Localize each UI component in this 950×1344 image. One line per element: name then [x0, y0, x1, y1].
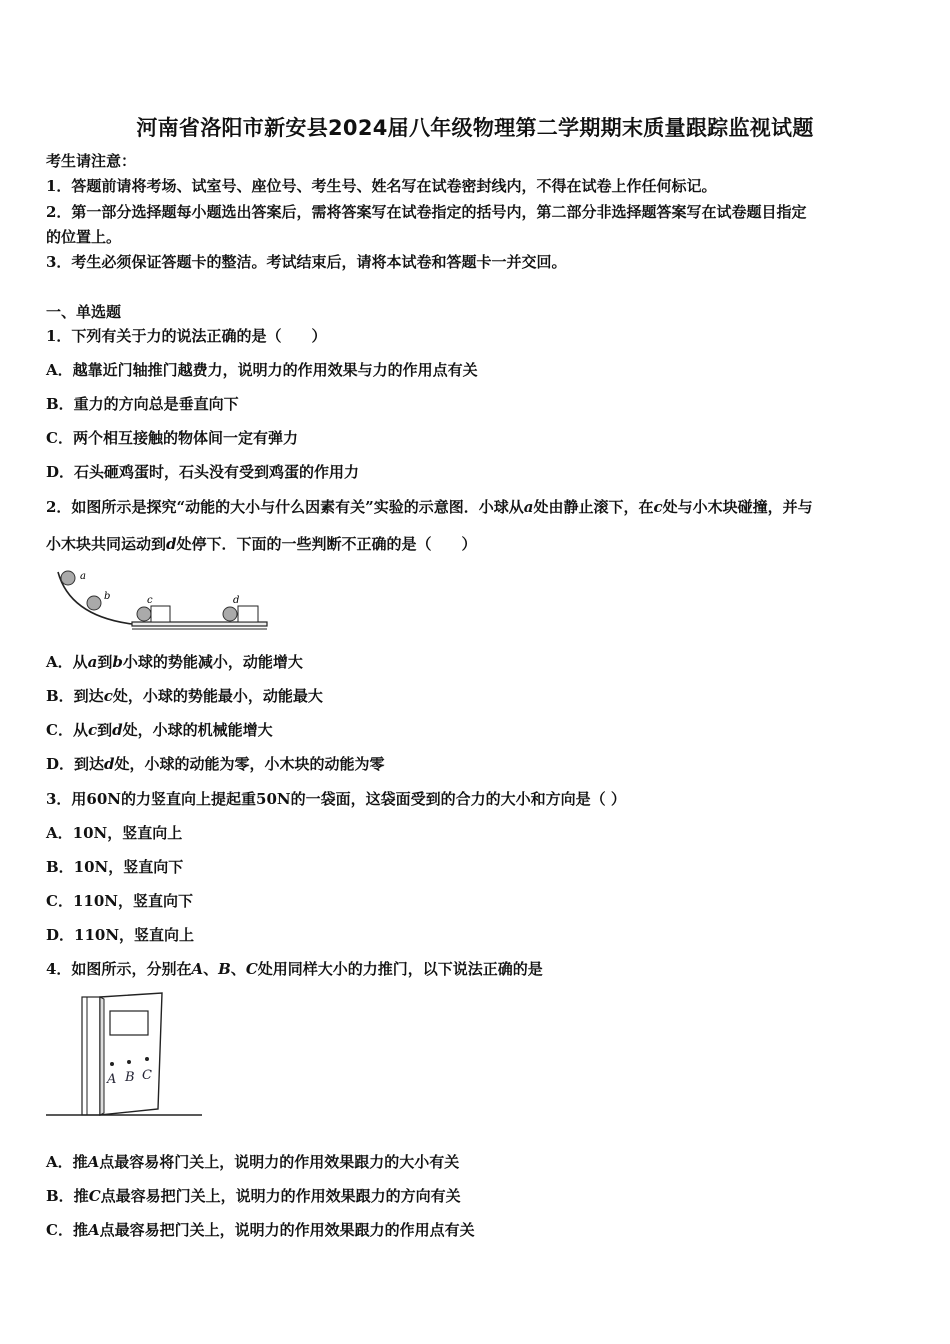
q3-option-b: B．10N，竖直向下 [46, 858, 184, 876]
ball-d [223, 607, 237, 621]
door-edge [100, 997, 104, 1115]
q4-option-a: A．推A点最容易将门关上，说明力的作用效果跟力的大小有关 [46, 1153, 460, 1171]
q1-option-b: B．重力的方向总是垂直向下 [46, 395, 239, 413]
question-1-stem: 1．下列有关于力的说法正确的是（ ） [46, 327, 327, 345]
point-b-dot [127, 1060, 131, 1064]
notice-item: 的位置上。 [46, 228, 122, 246]
label-c: C [142, 1068, 152, 1083]
ball-a [61, 571, 75, 585]
q2-option-b: B．到达c处，小球的势能最小，动能最大 [46, 687, 323, 705]
q1-option-c: C．两个相互接触的物体间一定有弹力 [46, 429, 298, 447]
block-d [238, 606, 258, 622]
label-a: a [80, 571, 86, 582]
ball-b [87, 596, 101, 610]
q1-option-d: D．石头砸鸡蛋时，石头没有受到鸡蛋的作用力 [46, 463, 360, 481]
label-c: c [147, 595, 153, 606]
notice-item: 1．答题前请将考场、试室号、座位号、考生号、姓名写在试卷密封线内，不得在试卷上作任何标记。 [46, 177, 717, 195]
label-b: b [104, 591, 111, 602]
question-2-stem-line1: 2．如图所示是探究“动能的大小与什么因素有关”实验的示意图．小球从a处由静止滚下，在c处与小木块碰撞，并与 [46, 498, 813, 516]
label-b: B [125, 1070, 135, 1085]
door-frame [82, 997, 100, 1115]
q1-option-a: A．越靠近门轴推门越费力，说明力的作用效果与力的作用点有关 [46, 361, 478, 379]
q4-option-c: C．推A点最容易把门关上，说明力的作用效果跟力的作用点有关 [46, 1221, 475, 1239]
point-a-dot [110, 1062, 114, 1066]
block-c [151, 606, 170, 622]
notice-item: 2．第一部分选择题每小题选出答案后，需将答案写在试卷指定的括号内，第二部分非选择题答案写在试卷题目指定 [46, 203, 807, 221]
notice-heading: 考生请注意： [46, 152, 137, 170]
question-3-stem: 3．用60N的力竖直向上提起重50N的一袋面，这袋面受到的合力的大小和方向是（ ） [46, 790, 626, 808]
door-figure [46, 993, 206, 1118]
q2-option-c: C．从c到d处，小球的机械能增大 [46, 721, 273, 739]
notice-item: 3．考生必须保证答题卡的整洁。考试结束后，请将本试卷和答题卡一并交回。 [46, 253, 567, 271]
page-title: 河南省洛阳市新安县2024届八年级物理第二学期期末质量跟踪监视试题 [136, 116, 814, 140]
ball-c [137, 607, 151, 621]
label-a: A [107, 1072, 117, 1087]
question-4-stem: 4．如图所示，分别在A、B、C处用同样大小的力推门，以下说法正确的是 [46, 960, 543, 978]
kinetic-energy-figure [52, 566, 272, 636]
track-surface [132, 622, 267, 626]
q3-option-d: D．110N，竖直向上 [46, 926, 195, 944]
section-heading: 一、单选题 [46, 303, 122, 321]
label-d: d [233, 595, 240, 606]
q3-option-c: C．110N，竖直向下 [46, 892, 193, 910]
question-2-stem-line2: 小木块共同运动到d处停下．下面的一些判断不正确的是（ ） [46, 535, 477, 553]
q2-option-a: A．从a到b小球的势能减小，动能增大 [46, 653, 303, 671]
q3-option-a: A．10N，竖直向上 [46, 824, 183, 842]
door-window [110, 1011, 148, 1035]
q4-option-b: B．推C点最容易把门关上，说明力的作用效果跟力的方向有关 [46, 1187, 461, 1205]
point-c-dot [145, 1057, 149, 1061]
q2-option-d: D．到达d处，小球的动能为零，小木块的动能为零 [46, 755, 385, 773]
